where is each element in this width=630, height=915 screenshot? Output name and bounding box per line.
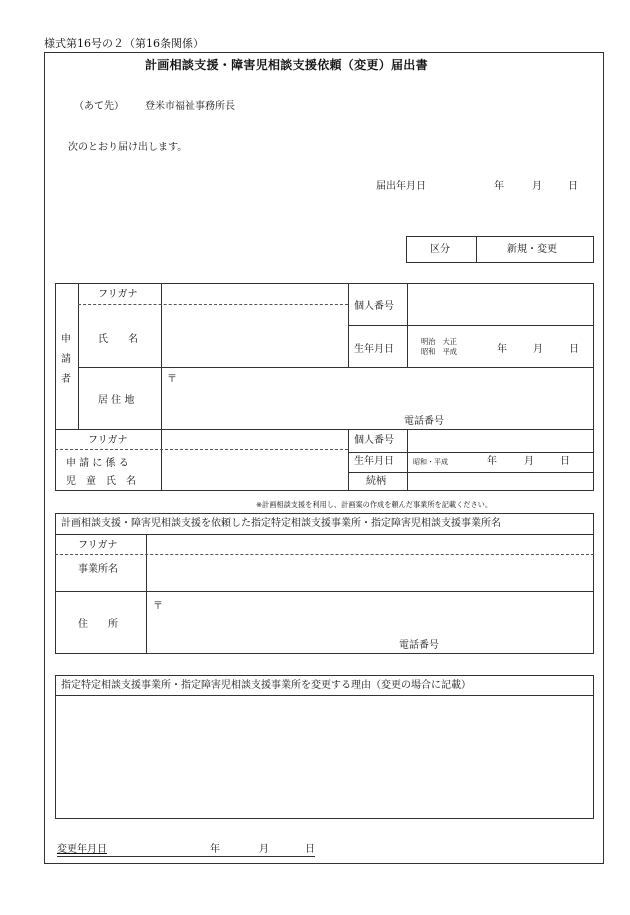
applicant-furigana-label: フリガナ [98,289,138,300]
category-label: 区分 [430,244,450,255]
child-personal-number-label: 個人番号 [354,435,394,446]
submit-date-day: 日 [568,181,578,192]
applicant-side-label-1: 申 [61,334,71,345]
addressee: 登米市福祉事務所長 [145,101,235,112]
office-address-label: 住 所 [78,619,118,630]
submit-date-label: 届出年月日 [376,181,426,192]
child-name-label-2: 児 童 氏 名 [66,476,136,487]
form-number: 様式第16号の２（第16条関係） [44,37,204,50]
intro-text: 次のとおり届け出します。 [68,142,188,153]
addressee-prefix: （あて先） [74,101,124,112]
form-title: 計画相談支援・障害児相談支援依頼（変更）届出書 [145,58,428,72]
applicant-birth-year: 年 [497,344,507,355]
applicant-side-label-3: 者 [61,374,71,385]
applicant-postal-mark: 〒 [167,374,177,385]
child-birth-year: 年 [487,456,497,467]
child-relation-label: 続柄 [366,476,386,487]
change-date-day: 日 [305,844,315,855]
applicant-era-line2: 昭和 平成 [421,347,457,356]
applicant-phone-label: 電話番号 [404,416,444,427]
child-birth-month: 月 [524,456,534,467]
reason-input-area[interactable] [56,696,593,818]
change-date-year: 年 [210,844,220,855]
child-birthdate-label: 生年月日 [354,456,394,467]
office-postal-mark: 〒 [153,601,163,612]
applicant-birth-month: 月 [533,344,543,355]
child-furigana-label: フリガナ [88,435,128,446]
change-date-month: 月 [259,844,269,855]
office-header: 計画相談支援・障害児相談支援を依頼した指定特定相談支援事業所・指定障害児相談支援事業所名 [61,518,501,529]
submit-date-year: 年 [494,181,504,192]
submit-date-month: 月 [532,181,542,192]
category-value[interactable]: 新規・変更 [507,244,557,255]
office-phone-label: 電話番号 [399,640,439,651]
applicant-personal-number-label: 個人番号 [354,301,394,312]
applicant-address-label: 居 住 地 [98,395,135,406]
office-name-label: 事業所名 [78,564,118,575]
office-note: ※計画相談支援を利用し、計画案の作成を頼んだ事業所を記載ください。 [256,500,493,509]
change-date-label: 変更年月日 [57,844,107,855]
office-furigana-label: フリガナ [78,540,118,551]
applicant-name-label: 氏 名 [98,334,138,345]
applicant-birthdate-label: 生年月日 [354,344,394,355]
child-birth-day: 日 [560,456,570,467]
child-name-label-1: 申 請 に 係 る [66,458,129,469]
applicant-birth-day: 日 [569,344,579,355]
applicant-table [55,283,594,491]
applicant-era-line1: 明治 大正 [421,337,457,346]
applicant-side-label-2: 請 [61,354,71,365]
reason-header: 指定特定相談支援事業所・指定障害児相談支援事業所を変更する理由（変更の場合に記載） [61,680,471,691]
child-era: 昭和・平成 [413,458,448,466]
